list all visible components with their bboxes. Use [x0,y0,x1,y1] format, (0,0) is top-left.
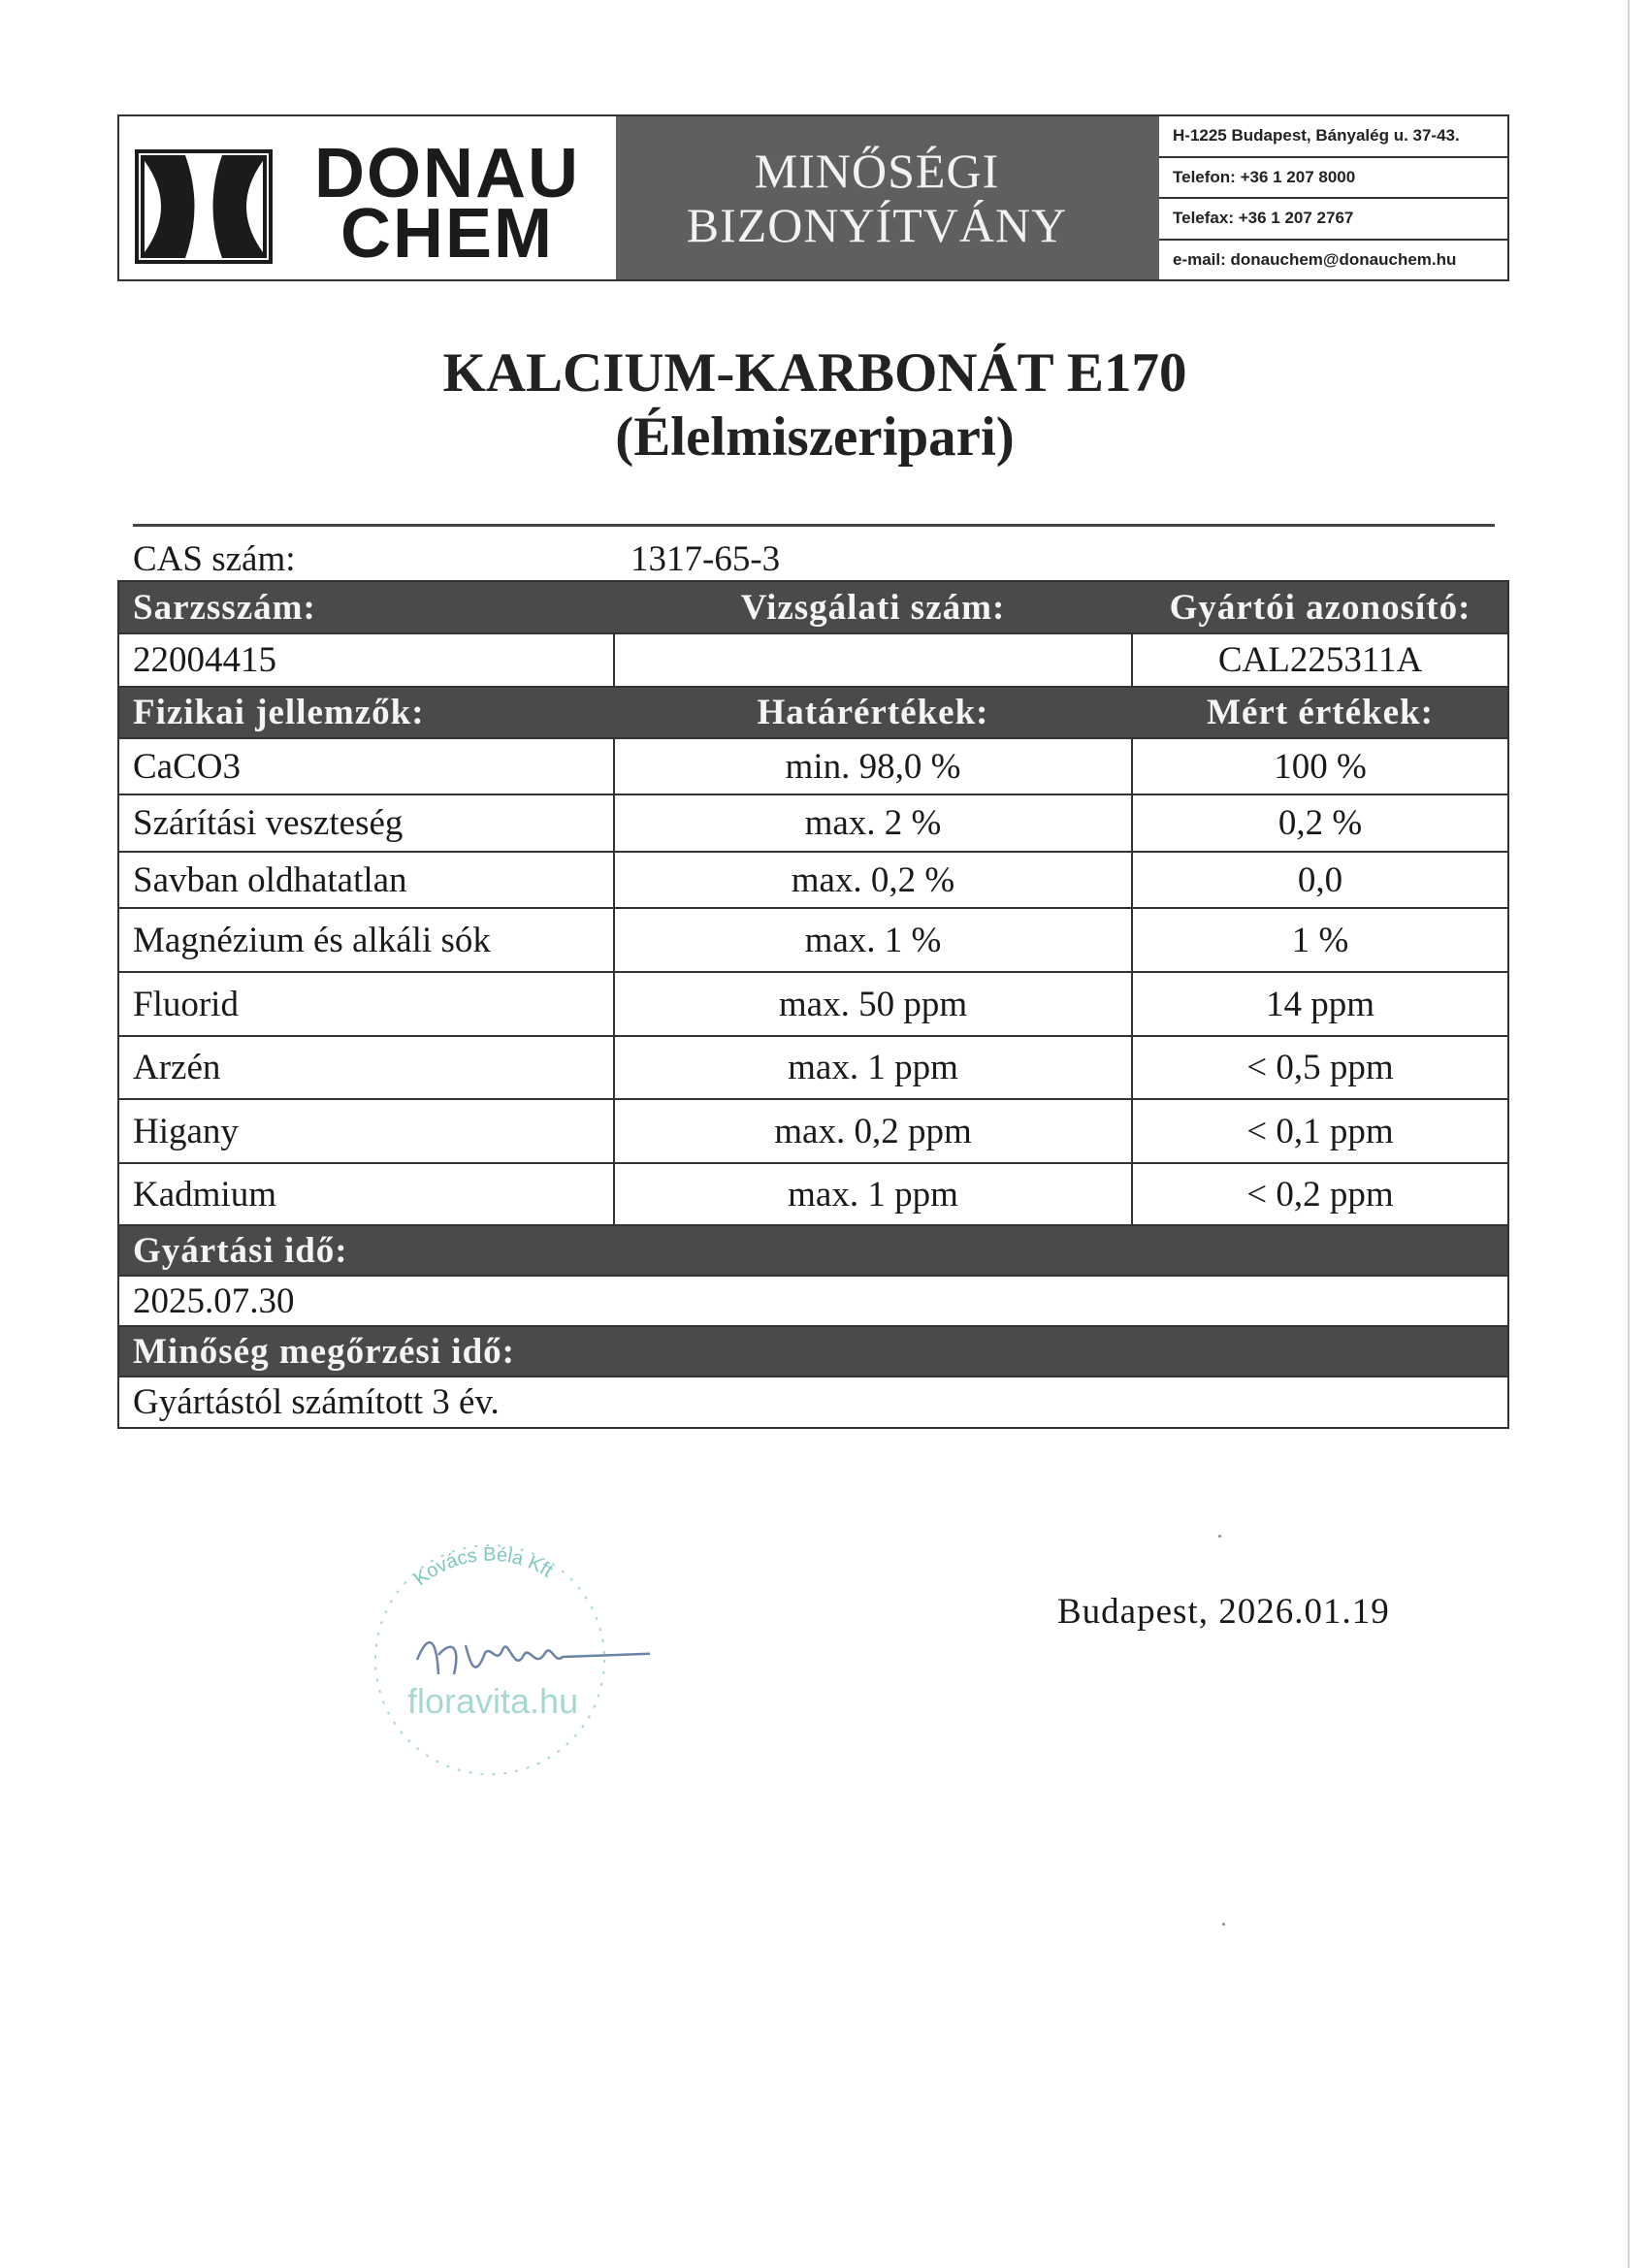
table-row [119,853,1507,909]
batch-header-row [119,582,1507,634]
property-header-cell: Fizikai jellemzők: [119,688,615,737]
production-value-row [119,1277,1507,1327]
letterhead [117,114,1509,281]
shelf-life-header-row [119,1327,1507,1377]
property-limit: max. 0,2 ppm [615,1100,1133,1162]
stamp-center-text: floravita.hu [407,1681,579,1721]
test-number-header-cell: Vizsgálati szám: [615,582,1133,632]
donauchem-logo-icon [135,149,273,264]
property-measured: < 0,1 ppm [1246,1111,1394,1151]
property-measured: 0,0 [1297,859,1343,900]
stamp-top-text: Kovács Béla Kft [409,1543,557,1591]
scan-speck [1218,1535,1221,1538]
table-row [119,1164,1507,1226]
email-text: e-mail: donauchem@donauchem.hu [1159,241,1507,280]
property-limit: max. 1 ppm [615,1164,1133,1224]
logo-line-1: DONAU [314,135,580,212]
table-row [119,739,1507,795]
property-name: Magnézium és alkáli sók [119,909,615,971]
property-name: Higany [119,1100,615,1162]
table-row [119,1037,1507,1100]
signature-icon [417,1642,650,1674]
property-limit: max. 1 % [615,909,1133,971]
table-row [119,909,1507,973]
property-name: Szárítási veszteség [119,795,615,851]
property-measured: 1 % [1291,920,1349,960]
shelf-life-value-row [119,1377,1507,1427]
scan-speck [1222,1923,1225,1926]
property-name: CaCO3 [119,739,615,794]
property-limit: min. 98,0 % [615,739,1133,794]
test-number-cell [615,634,1133,686]
address-text: H-1225 Budapest, Bányalég u. 37-43. [1159,116,1507,158]
property-measured: 0,2 % [1277,803,1363,843]
shelf-life-label: Minőség megőrzési idő: [133,1331,515,1372]
property-limit: max. 50 ppm [615,973,1133,1035]
measured-header-cell: Mért értékek: [1207,693,1434,732]
phone-text: Telefon: +36 1 207 8000 [1159,158,1507,200]
divider [133,524,1495,527]
fax-text: Telefax: +36 1 207 2767 [1159,199,1507,241]
logo-wordmark [282,135,612,273]
batch-number-cell: 22004415 [119,634,615,686]
limit-header-cell: Határértékek: [615,688,1133,737]
scan-edge [1628,0,1630,2268]
property-measured: 100 % [1274,746,1367,787]
property-measured: < 0,2 ppm [1246,1174,1394,1215]
property-name: Savban oldhatatlan [119,853,615,907]
table-row [119,795,1507,853]
contact-block [1138,116,1507,279]
property-measured: 14 ppm [1265,984,1375,1024]
cas-label: CAS szám: [133,539,296,579]
production-label: Gyártási idő: [133,1230,348,1271]
shelf-life-value: Gyártástól számított 3 év. [133,1382,500,1422]
certificate-title-line-2: BIZONYÍTVÁNY [686,198,1068,252]
certificate-title-line-1: MINŐSÉGI [754,144,1000,198]
property-limit: max. 2 % [615,795,1133,851]
logo-line-2: CHEM [340,195,554,273]
product-title [0,341,1630,470]
batch-header-cell: Sarzsszám: [119,582,615,632]
table-row [119,1100,1507,1164]
manufacturer-id-cell: CAL225311A [1217,640,1423,680]
place-and-date: Budapest, 2026.01.19 [1057,1592,1390,1632]
properties-header-row [119,688,1507,739]
production-header-row [119,1226,1507,1277]
product-subtitle: (Élelmiszeripari) [615,406,1015,468]
product-name: KALCIUM-KARBONÁT E170 [442,342,1187,404]
property-measured: < 0,5 ppm [1246,1048,1394,1087]
production-date: 2025.07.30 [133,1280,295,1321]
cas-value: 1317-65-3 [630,539,781,579]
certificate-title [616,116,1138,279]
property-name: Fluorid [119,973,615,1035]
table-row [119,973,1507,1037]
spec-table [117,580,1509,1429]
batch-value-row [119,634,1507,688]
property-limit: max. 1 ppm [615,1037,1133,1098]
company-stamp [330,1490,650,1810]
property-limit: max. 0,2 % [615,853,1133,907]
company-logo [119,116,616,279]
manufacturer-id-header-cell: Gyártói azonosító: [1169,587,1471,628]
property-name: Kadmium [119,1164,615,1224]
property-name: Arzén [119,1037,615,1098]
